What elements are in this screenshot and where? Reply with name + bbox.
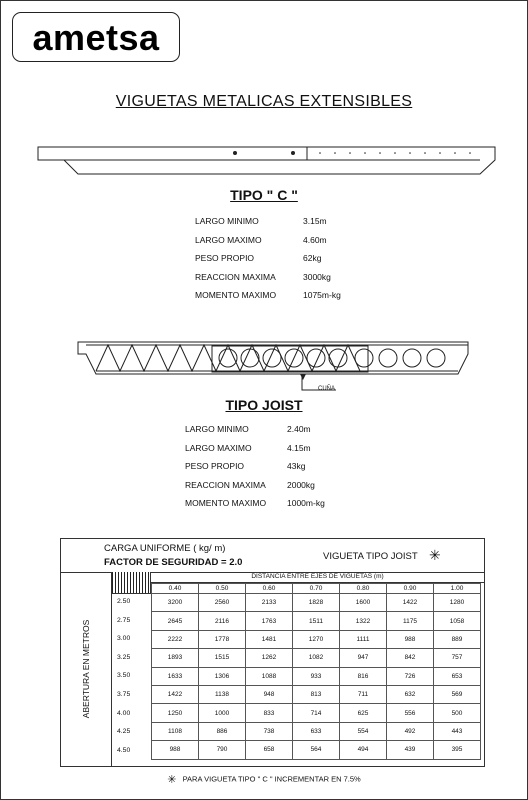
table-cell: 1250 <box>152 704 199 722</box>
table-cell: 1138 <box>199 685 246 703</box>
table-cell: 886 <box>199 722 246 740</box>
table-cell: 1778 <box>199 630 246 648</box>
wedge-callout: CUÑA <box>318 386 336 392</box>
span-value: 4.25 <box>117 728 131 736</box>
spec-label: REACCION MAXIMA <box>185 479 266 490</box>
spec-row <box>195 231 341 250</box>
table-cell: 1481 <box>246 630 293 648</box>
tipo-joist-drawing <box>0 340 528 400</box>
table-cell: 1280 <box>434 594 481 612</box>
spec-row <box>195 286 341 305</box>
table-cell: 988 <box>387 630 434 648</box>
spec-value: 62kg <box>303 253 322 264</box>
table-cell: 813 <box>293 685 340 703</box>
table-cell: 1306 <box>199 667 246 685</box>
spec-label: LARGO MAXIMO <box>185 442 252 453</box>
spec-label: LARGO MINIMO <box>195 216 259 227</box>
tipo-joist-spec-table <box>185 420 325 513</box>
table-cell: 569 <box>434 685 481 703</box>
safety-factor-label: FACTOR DE SEGURIDAD = 2.0 <box>104 557 243 568</box>
table-cell: 1893 <box>152 649 199 667</box>
table-cell: 1633 <box>152 667 199 685</box>
load-table-header <box>61 539 484 573</box>
table-cell: 1422 <box>387 594 434 612</box>
table-cell: 554 <box>340 722 387 740</box>
table-cell: 1322 <box>340 612 387 630</box>
table-cell: 889 <box>434 630 481 648</box>
table-cell: 947 <box>340 649 387 667</box>
table-cell: 1111 <box>340 630 387 648</box>
table-cell: 1088 <box>246 667 293 685</box>
table-cell: 1058 <box>434 612 481 630</box>
uniform-load-label: CARGA UNIFORME ( kg/ m) <box>104 543 226 554</box>
column-header: 0.60 <box>246 584 293 594</box>
spec-label: REACCION MAXIMA <box>195 271 276 282</box>
page-title: VIGUETAS METALICAS EXTENSIBLES <box>115 93 413 110</box>
company-logo <box>12 12 180 62</box>
span-value: 2.50 <box>117 598 131 605</box>
spec-value: 4.60m <box>303 234 327 245</box>
table-cell: 790 <box>199 741 246 759</box>
footnote <box>0 773 528 786</box>
spec-value: 1075m-kg <box>303 290 341 301</box>
hatch-pattern <box>112 572 151 594</box>
table-cell: 3200 <box>152 594 199 612</box>
spec-row <box>185 476 325 495</box>
spec-label: LARGO MAXIMO <box>195 234 262 245</box>
spec-value: 43kg <box>287 461 306 472</box>
table-row <box>152 649 481 667</box>
spec-value: 4.15m <box>287 442 311 453</box>
spec-value: 3000kg <box>303 271 331 282</box>
table-cell: 494 <box>340 741 387 759</box>
column-header: 0.80 <box>340 584 387 594</box>
column-header-row <box>152 584 481 594</box>
table-cell: 500 <box>434 704 481 722</box>
table-cell: 1763 <box>246 612 293 630</box>
table-cell: 988 <box>152 741 199 759</box>
table-cell: 948 <box>246 685 293 703</box>
table-row <box>152 722 481 740</box>
span-value: 3.00 <box>117 635 131 643</box>
column-header: 1.00 <box>434 584 481 594</box>
table-cell: 1828 <box>293 594 340 612</box>
table-cell: 492 <box>387 722 434 740</box>
table-cell: 633 <box>293 722 340 740</box>
table-cell: 632 <box>387 685 434 703</box>
span-value: 3.50 <box>117 672 131 680</box>
table-cell: 653 <box>434 667 481 685</box>
table-cell: 1422 <box>152 685 199 703</box>
column-header: 0.40 <box>152 584 199 594</box>
spec-label: PESO PROPIO <box>195 253 255 264</box>
table-cell: 738 <box>246 722 293 740</box>
span-axis-label: ABERTURA EN METROS <box>81 619 91 719</box>
tipo-c-title: TIPO " C " <box>230 187 298 203</box>
logo-text: ametsa <box>32 17 160 58</box>
table-cell: 1515 <box>199 649 246 667</box>
table-cell: 1082 <box>293 649 340 667</box>
spec-value: 3.15m <box>303 216 327 227</box>
spec-row <box>185 494 325 513</box>
spec-label: PESO PROPIO <box>185 461 245 472</box>
table-cell: 711 <box>340 685 387 703</box>
span-axis <box>61 572 112 767</box>
table-cell: 556 <box>387 704 434 722</box>
table-cell: 1108 <box>152 722 199 740</box>
table-cell: 564 <box>293 741 340 759</box>
spec-row <box>195 249 341 268</box>
table-cell: 833 <box>246 704 293 722</box>
table-cell: 2116 <box>199 612 246 630</box>
tipo-c-beam-drawing <box>0 140 528 182</box>
table-cell: 1262 <box>246 649 293 667</box>
tipo-c-spec-table <box>195 212 341 305</box>
column-header: 0.70 <box>293 584 340 594</box>
table-cell: 1600 <box>340 594 387 612</box>
asterisk-icon: ✳ <box>429 547 441 563</box>
spec-row <box>185 420 325 439</box>
span-values <box>117 593 130 760</box>
table-cell: 757 <box>434 649 481 667</box>
table-row <box>152 685 481 703</box>
table-row <box>152 667 481 685</box>
table-row <box>152 612 481 630</box>
table-cell: 2133 <box>246 594 293 612</box>
column-header: 0.50 <box>199 584 246 594</box>
joist-type-label: VIGUETA TIPO JOIST <box>323 551 418 562</box>
table-cell: 1270 <box>293 630 340 648</box>
table-cell: 1511 <box>293 612 340 630</box>
table-cell: 625 <box>340 704 387 722</box>
span-value: 3.25 <box>117 653 131 661</box>
spec-row <box>195 212 341 231</box>
table-cell: 658 <box>246 741 293 759</box>
load-grid <box>151 583 481 760</box>
table-cell: 2645 <box>152 612 199 630</box>
span-value: 3.75 <box>117 690 131 698</box>
spec-label: MOMENTO MAXIMO <box>185 498 267 509</box>
column-header: 0.90 <box>387 584 434 594</box>
footnote-text: PARA VIGUETA TIPO " C " INCREMENTAR EN 7.5% <box>182 774 361 784</box>
table-cell: 726 <box>387 667 434 685</box>
spec-value: 2.40m <box>287 424 311 435</box>
table-cell: 1175 <box>387 612 434 630</box>
table-cell: 2560 <box>199 594 246 612</box>
span-value: 2.75 <box>117 616 131 624</box>
spec-value: 1000m-kg <box>287 498 325 509</box>
table-row <box>152 630 481 648</box>
table-cell: 395 <box>434 741 481 759</box>
table-cell: 443 <box>434 722 481 740</box>
table-cell: 714 <box>293 704 340 722</box>
table-row <box>152 594 481 612</box>
spec-label: MOMENTO MAXIMO <box>195 290 277 301</box>
asterisk-icon: ✳ <box>167 774 177 786</box>
spec-row <box>185 439 325 458</box>
tipo-joist-title: TIPO JOIST <box>225 397 303 413</box>
distance-label: DISTANCIA ENTRE EJES DE VIGUETAS (m) <box>151 572 484 583</box>
spec-row <box>195 268 341 287</box>
load-table <box>60 538 485 767</box>
span-value: 4.50 <box>117 746 131 754</box>
table-row <box>152 704 481 722</box>
table-cell: 1000 <box>199 704 246 722</box>
spec-value: 2000kg <box>287 479 315 490</box>
table-cell: 933 <box>293 667 340 685</box>
span-value: 4.00 <box>117 709 131 717</box>
table-row <box>152 741 481 759</box>
spec-row <box>185 457 325 476</box>
table-cell: 439 <box>387 741 434 759</box>
table-cell: 842 <box>387 649 434 667</box>
spec-label: LARGO MINIMO <box>185 424 249 435</box>
table-cell: 816 <box>340 667 387 685</box>
table-cell: 2222 <box>152 630 199 648</box>
